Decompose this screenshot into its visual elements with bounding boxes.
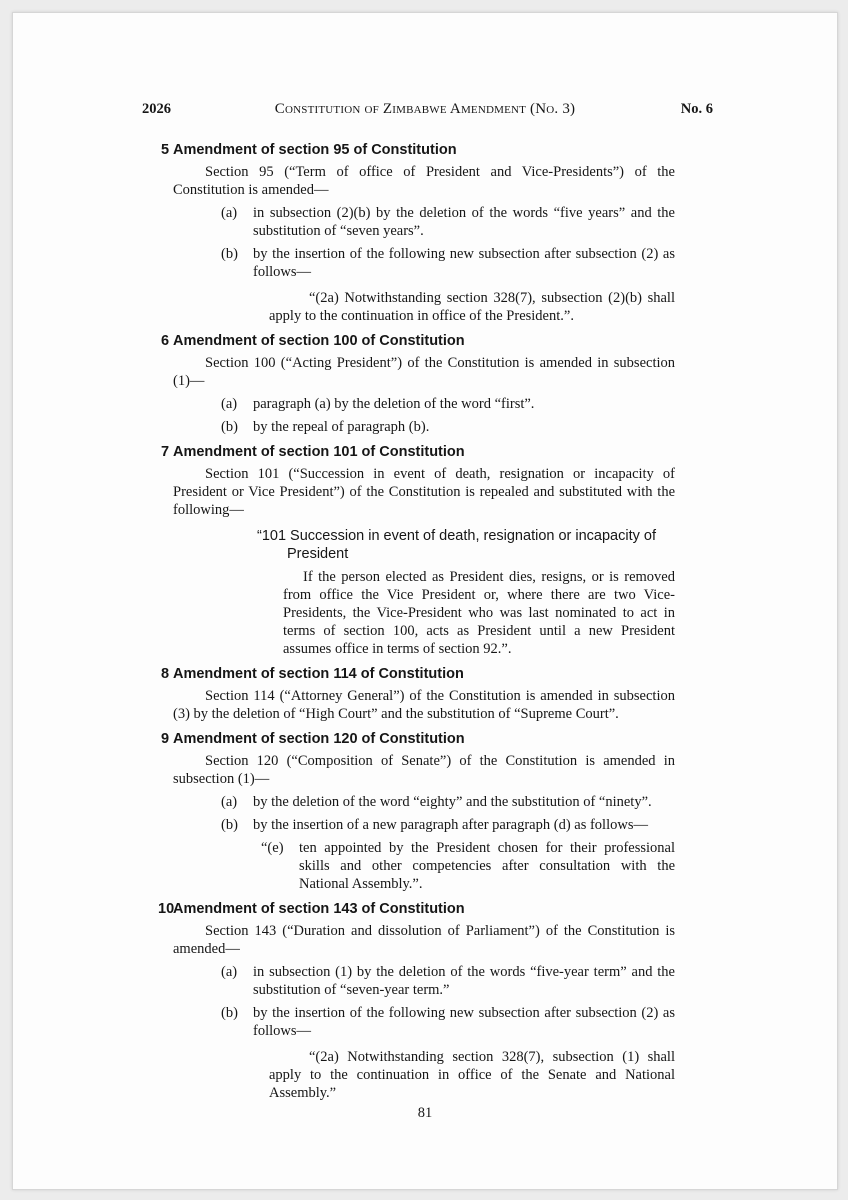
section-6	[161, 332, 675, 436]
paragraph-label: (a)	[221, 794, 238, 810]
section-number: 6	[161, 333, 170, 349]
section-intro: Section 114 (“Attorney General”) of the Constitution is amended in subsection (3) by the deletion of “High Court” and the substitution of “Supreme Court”.	[173, 688, 675, 722]
paragraph-label: (a)	[221, 396, 238, 412]
paragraph-b	[173, 245, 675, 281]
quoted-paragraph-e	[173, 839, 675, 893]
paragraph-text: paragraph (a) by the deletion of the word “first”.	[253, 396, 535, 412]
quoted-subsection: “(2a) Notwithstanding section 328(7), subsection (2)(b) shall apply to the continuation in office of the President.”.	[269, 290, 675, 324]
section-title: Amendment of section 114 of Constitution	[173, 666, 464, 682]
paragraph-label: (b)	[221, 419, 238, 435]
paragraph-text: by the insertion of the following new subsection after subsection (2) as follows—	[253, 1005, 675, 1039]
paragraph-a	[173, 793, 675, 811]
section-7	[161, 443, 675, 658]
quoted-section-body: If the person elected as President dies, resigns, or is removed from office the Vice President or, where there are two Vice-Presidents, the Vice-President who was last nominated to act in terms of section 100, acts as President until a new President assumes office in terms of section 92.”.	[283, 569, 675, 657]
header-number: No. 6	[680, 101, 713, 117]
paragraph-label: (b)	[221, 246, 238, 262]
header-year: 2026	[142, 101, 171, 117]
paragraph-a	[173, 204, 675, 240]
section-number: 5	[161, 142, 170, 158]
section-title: Amendment of section 143 of Constitution	[173, 901, 465, 917]
paragraph-a	[173, 963, 675, 999]
paragraph-label: (a)	[221, 205, 238, 221]
section-intro: Section 95 (“Term of office of President and Vice-Presidents”) of the Constitution is amended—	[173, 164, 675, 198]
section-title: Amendment of section 100 of Constitution	[173, 333, 465, 349]
document-body	[158, 141, 675, 1107]
paragraph-b	[173, 816, 675, 834]
section-intro: Section 120 (“Composition of Senate”) of the Constitution is amended in subsection (1)—	[173, 753, 675, 787]
section-heading	[161, 443, 675, 461]
section-intro: Section 100 (“Acting President”) of the Constitution is amended in subsection (1)—	[173, 355, 675, 389]
quoted-subsection: “(2a) Notwithstanding section 328(7), subsection (1) shall apply to the continuation in office of the Senate and National Assembly.”	[269, 1049, 675, 1101]
section-heading	[161, 730, 675, 748]
section-number: 9	[161, 731, 170, 747]
paragraph-text: in subsection (1) by the deletion of the words “five-year term” and the substitution of “seven-year term.”	[253, 964, 675, 998]
paragraph-a	[173, 395, 675, 413]
section-9	[161, 730, 675, 893]
paragraph-label: “(e)	[261, 840, 284, 856]
section-8	[161, 665, 675, 723]
document-page	[12, 12, 838, 1190]
section-number: 8	[161, 666, 170, 682]
paragraph-text: by the insertion of a new paragraph after paragraph (d) as follows—	[253, 817, 648, 833]
section-10	[158, 900, 675, 1102]
paragraph-b	[173, 418, 675, 436]
quoted-heading-line: President	[287, 546, 349, 562]
paragraph-label: (b)	[221, 1005, 238, 1021]
section-heading	[161, 141, 675, 159]
section-heading	[158, 900, 675, 918]
quoted-section-heading	[173, 527, 675, 563]
section-intro: Section 101 (“Succession in event of death, resignation or incapacity of President or Vice President”) of the Constitution is repealed and substituted with the following—	[173, 466, 675, 518]
running-header	[13, 101, 837, 121]
section-title: Amendment of section 95 of Constitution	[173, 142, 457, 158]
paragraph-text: in subsection (2)(b) by the deletion of the words “five years” and the substitution of “seven years”.	[253, 205, 675, 239]
paragraph-text: by the insertion of the following new subsection after subsection (2) as follows—	[253, 246, 675, 280]
section-title: Amendment of section 120 of Constitution	[173, 731, 465, 747]
page-number: 81	[417, 1105, 433, 1121]
paragraph-text: by the deletion of the word “eighty” and the substitution of “ninety”.	[253, 794, 652, 810]
paragraph-label: (b)	[221, 817, 238, 833]
quoted-heading-line: “101 Succession in event of death, resignation or incapacity of	[257, 528, 656, 544]
section-number: 10	[158, 901, 175, 917]
section-heading	[161, 332, 675, 350]
paragraph-b	[173, 1004, 675, 1040]
header-title: Constitution of Zimbabwe Amendment (No. 3)	[274, 101, 576, 117]
paragraph-text: by the repeal of paragraph (b).	[253, 419, 430, 435]
section-title: Amendment of section 101 of Constitution	[173, 444, 465, 460]
section-number: 7	[161, 444, 170, 460]
paragraph-text: ten appointed by the President chosen for their professional skills and other competencies after consultation with the National Assembly.”.	[299, 840, 675, 892]
section-5	[161, 141, 675, 325]
section-heading	[161, 665, 675, 683]
section-intro: Section 143 (“Duration and dissolution of Parliament”) of the Constitution is amended—	[173, 923, 675, 957]
paragraph-label: (a)	[221, 964, 238, 980]
